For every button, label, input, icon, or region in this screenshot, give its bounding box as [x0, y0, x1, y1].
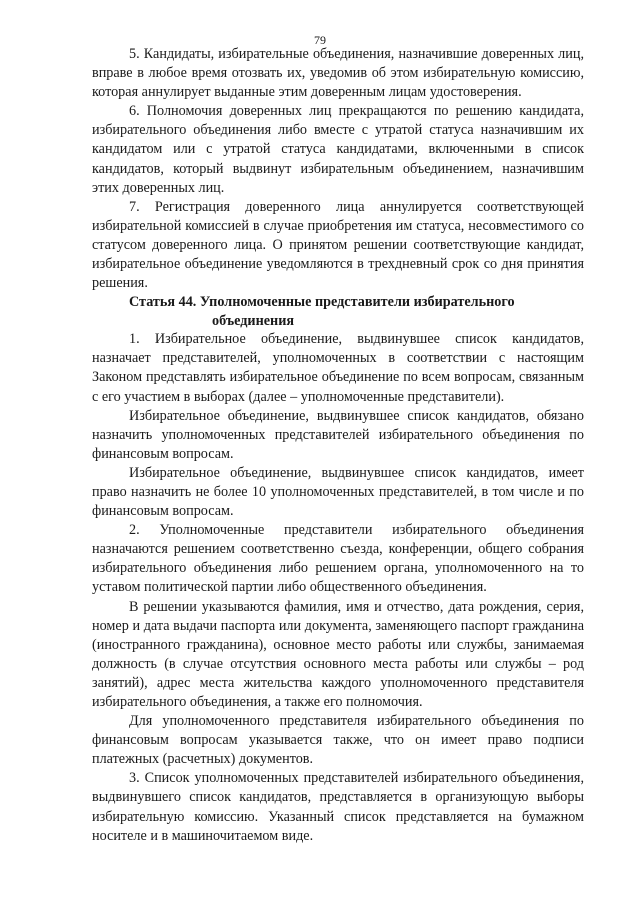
article-title-line-2: объединения [212, 312, 295, 329]
article-heading [92, 293, 584, 330]
article-paragraph-3: 3. Список уполномоченных представителей избирательного объединения, выдвинувшего список кандидатов, представляется в организующую выборы избирательную комиссию. Указанный список представляется на бумажном носителе и в машиночитаемом виде. [92, 770, 584, 844]
paragraph-5: 5. Кандидаты, избирательные объединения, назначившие доверенных лиц, вправе в любое время отозвать их, уведомив об этом избирательную комиссию, которая аннулирует выданные этим доверенным лицам удостоверения. [92, 46, 584, 101]
article-paragraph-2c: Для уполномоченного представителя избирательного объединения по финансовым вопросам указывается также, что он имеет право подписи платежных (расчетных) документов. [92, 713, 584, 768]
article-paragraph-2: 2. Уполномоченные представители избирательного объединения назначаются решением соответственно съезда, конференции, общего собрания избирательного объединения либо решением органа, уполномоченного на то уставом политической партии либо общественного объединения. [92, 522, 584, 596]
article-paragraph-1b: Избирательное объединение, выдвинувшее список кандидатов, обязано назначить уполномоченных представителей избирательного объединения по финансовым вопросам. [92, 407, 584, 462]
article-paragraph-1c: Избирательное объединение, выдвинувшее список кандидатов, имеет право назначить не более 10 уполномоченных представителей, в том числе и по финансовым вопросам. [92, 464, 584, 520]
paragraph-7: 7. Регистрация доверенного лица аннулируется соответствующей избирательной комиссией в случае приобретения им статуса, несовместимого со статусом доверенного лица. О принятом решении соответствующие кандидат, избирательное объединение уведомляются в трехдневный срок со дня принятия решения. [92, 198, 584, 292]
article-paragraph-2b: В решении указываются фамилия, имя и отчество, дата рождения, серия, номер и дата выдачи паспорта или документа, заменяющего паспорт гражданина (иностранного гражданина), основное место работы или службы, занимаемая должность (в случае отсутствия основного места работы или службы – род занятий), адрес места жительства каждого уполномоченного представителя избирательного объединения, а также его полномочия. [92, 598, 584, 710]
article-title-line-1: Статья 44. Уполномоченные представители избирательного [129, 294, 515, 311]
paragraph-6: 6. Полномочия доверенных лиц прекращаются по решению кандидата, избирательного объединения либо вместе с утратой статуса назначившим их кандидатом или с утратой статуса кандидатами, включенными в список кандидатов, который выдвинут избирательным объединением, назначившим этих доверенных лиц. [92, 103, 584, 196]
document-body [92, 45, 584, 846]
page-number: 79 [314, 33, 326, 47]
article-paragraph-1: 1. Избирательное объединение, выдвинувшее список кандидатов, назначает представителей, уполномоченных в соответствии с настоящим Законом представлять избирательное объединение по всем вопросам, связанным с его участием в выборах (далее – уполномоченные представители). [92, 331, 584, 405]
